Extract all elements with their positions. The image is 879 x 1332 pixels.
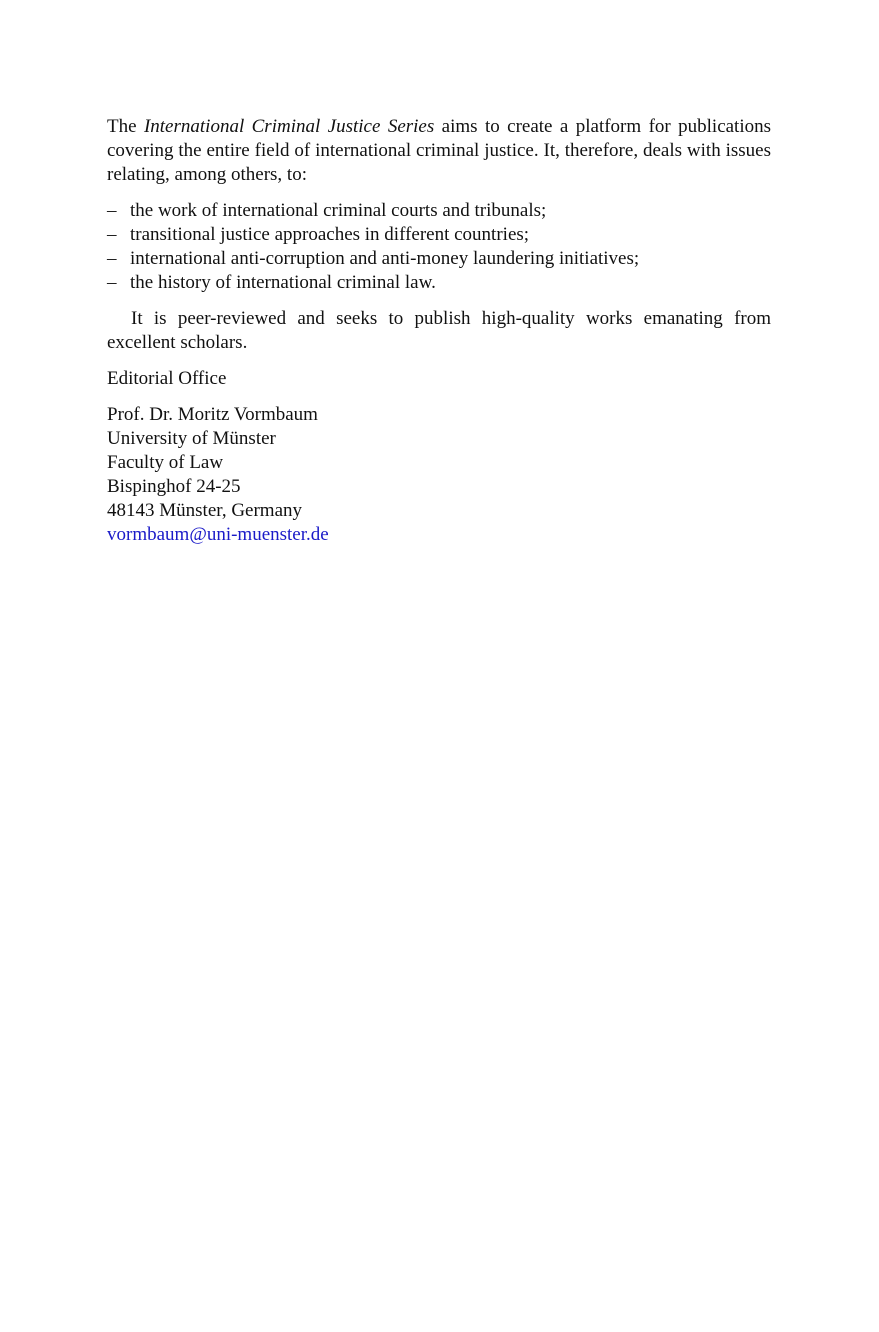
dash-bullet: – [107,272,117,293]
editor-street: Bispinghof 24-25 [107,476,241,497]
series-title: International Criminal Justice Series [143,116,435,137]
editor-email-link[interactable]: vormbaum@uni-muenster.de [107,524,329,545]
dash-bullet: – [107,200,117,221]
intro-body-text: aims to create a platform for publications covering the entire field of international criminal justice. It, therefore, deals with issues relating, among others, to: [107,116,772,185]
intro-lead-text: The [107,116,144,137]
editor-city: 48143 Münster, Germany [107,500,303,521]
peer-review-paragraph: It is peer-reviewed and seeks to publish high-quality works emanating from excellent scholars. [107,308,771,353]
series-intro-paragraph [107,115,771,187]
list-item [107,199,771,223]
list-item-text: the history of international criminal law. [130,272,436,293]
list-item-text: the work of international criminal courts and tribunals; [130,200,547,221]
topics-list [107,199,771,295]
list-item-text: international anti-corruption and anti-money laundering initiatives; [130,248,640,269]
page-content [107,115,771,547]
list-item [107,247,771,271]
list-item [107,223,771,247]
list-item-text: transitional justice approaches in different countries; [130,224,530,245]
editorial-office-address [107,403,771,547]
list-item [107,271,771,295]
editor-faculty: Faculty of Law [107,452,224,473]
dash-bullet: – [107,248,117,269]
editor-name: Prof. Dr. Moritz Vormbaum [107,404,318,425]
editor-institution: University of Münster [107,428,276,449]
editorial-office-heading: Editorial Office [107,368,227,389]
dash-bullet: – [107,224,117,245]
